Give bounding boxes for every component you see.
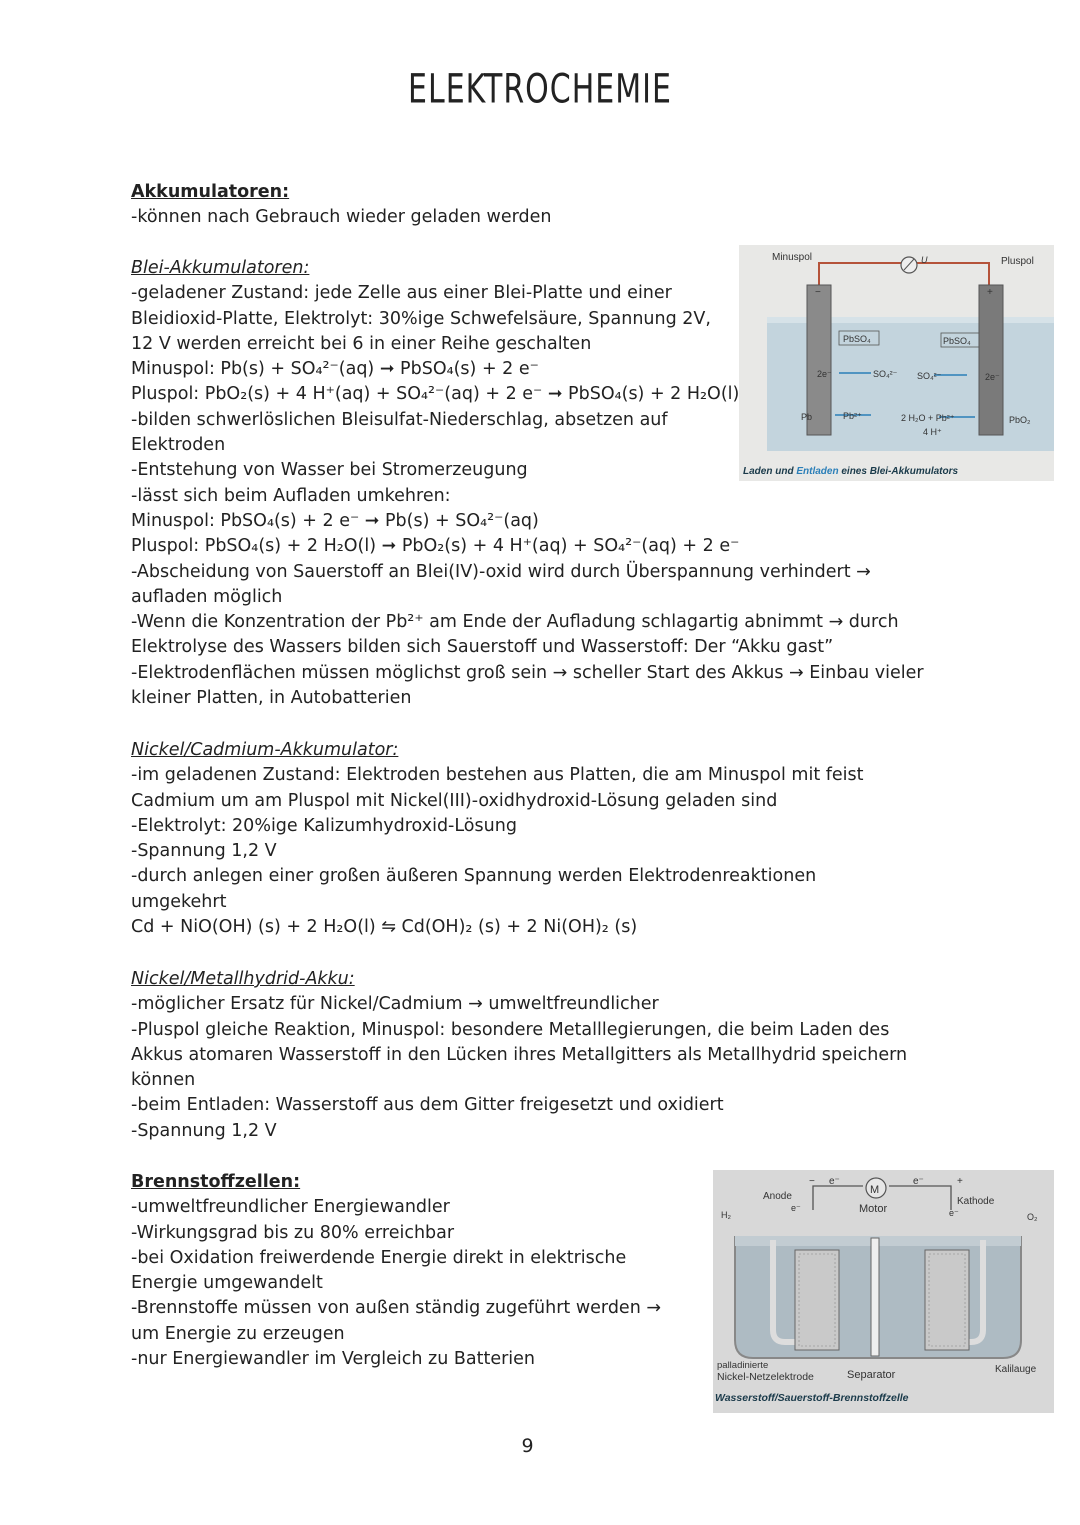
caption-part: eines Blei-Akkumulators	[838, 466, 959, 477]
text-line: -beim Entladen: Wasserstoff aus dem Gitter freigesetzt und oxidiert	[131, 1095, 724, 1116]
text-line: Elektrolyse des Wassers bilden sich Sauerstoff und Wasserstoff: Der “Akku gast”	[131, 637, 834, 658]
label-motor: Motor	[859, 1203, 888, 1215]
section-akkumulatoren	[131, 180, 551, 231]
equation-line: Minuspol: Pb(s) + SO₄²⁻(aq) ➞ PbSO₄(s) + 2 e⁻	[131, 359, 539, 380]
heading-akkumulatoren: Akkumulatoren:	[131, 182, 290, 202]
text-line: -bei Oxidation freiwerdende Energie direkt in elektrische	[131, 1247, 627, 1268]
text-line: -Entstehung von Wasser bei Stromerzeugung	[131, 460, 528, 481]
text-line: umgekehrt	[131, 891, 227, 912]
equation-line: Pluspol: PbSO₄(s) + 2 H₂O(l) ➞ PbO₂(s) + 4 H⁺(aq) + SO₄²⁻(aq) + 2 e⁻	[131, 536, 740, 557]
text-line: können	[131, 1070, 196, 1091]
label-so4-left: SO₄²⁻	[873, 369, 898, 379]
label-kalilauge: Kalilauge	[995, 1364, 1037, 1375]
text-line: Bleidioxid-Platte, Elektrolyt: 30%ige Schwefelsäure, Spannung 2V,	[131, 308, 711, 329]
page-number: 9	[521, 1435, 534, 1457]
label-pb: Pb	[801, 412, 813, 422]
figure-caption-fuel-cell: Wasserstoff/Sauerstoff-Brennstoffzelle	[715, 1392, 909, 1404]
label-voltage: U	[921, 255, 928, 265]
text-line: -im geladenen Zustand: Elektroden bestehen aus Platten, die am Minuspol mit feist	[131, 765, 864, 786]
label-kathode: Kathode	[957, 1196, 995, 1207]
label-plus: +	[987, 287, 993, 298]
label-so4-right: SO₄²⁻	[917, 371, 942, 381]
section-nickel-cadmium	[131, 738, 864, 940]
caption-part: Laden	[743, 466, 773, 477]
text-line: -Elektrodenflächen müssen möglichst groß sein → scheller Start des Akkus → Einbau vieler	[131, 662, 924, 683]
text-line: -Elektrolyt: 20%ige Kalizumhydroxid-Lösung	[131, 815, 517, 836]
label-minus: −	[815, 287, 821, 298]
label-e-top-right: e⁻	[913, 1176, 924, 1187]
text-line: -lässt sich beim Aufladen umkehren:	[131, 485, 451, 506]
label-separator: Separator	[847, 1369, 896, 1381]
label-pbso4-right: PbSO₄	[943, 336, 971, 346]
fuel-cell-diagram	[713, 1170, 1054, 1413]
text-line: -Spannung 1,2 V	[131, 1120, 277, 1141]
text-line: -Brennstoffe müssen von außen ständig zugeführt werden →	[131, 1298, 662, 1319]
heading-blei-akkumulatoren: Blei-Akkumulatoren:	[131, 258, 310, 278]
heading-brennstoffzellen: Brennstoffzellen:	[131, 1172, 301, 1192]
section-brennstoffzellen	[131, 1170, 661, 1372]
heading-nickel-cadmium: Nickel/Cadmium-Akkumulator:	[131, 740, 399, 760]
text-line: -Wenn die Konzentration der Pb²⁺ am Ende der Aufladung schlagartig abnimmt → durch	[131, 612, 899, 633]
text-line: Cadmium um am Pluspol mit Nickel(III)-oxidhydroxid-Lösung geladen sind	[131, 790, 778, 811]
label-h2: H₂	[721, 1210, 731, 1220]
text-line: Elektroden	[131, 435, 226, 456]
label-h-plus: 4 H⁺	[923, 427, 942, 437]
text-line: -möglicher Ersatz für Nickel/Cadmium → umweltfreundlicher	[131, 994, 659, 1015]
label-electrode-line2: Nickel-Netzelektrode	[717, 1371, 814, 1383]
label-anode: Anode	[763, 1191, 792, 1202]
figure-fuel-cell	[713, 1170, 1054, 1413]
label-2e-right: 2e⁻	[985, 372, 1000, 382]
text-line: -bilden schwerlöslichen Bleisulfat-Niederschlag, absetzen auf	[131, 409, 668, 430]
label-pb2: Pb²⁺	[843, 411, 862, 421]
text-line: aufladen möglich	[131, 586, 283, 607]
caption-part: und	[772, 466, 797, 477]
label-electrode-line1: palladinierte	[717, 1360, 769, 1371]
text-line: -geladener Zustand: jede Zelle aus einer Blei-Platte und einer	[131, 283, 672, 304]
text-line: -Pluspol gleiche Reaktion, Minuspol: besondere Metalllegierungen, die beim Laden des	[131, 1019, 890, 1040]
label-minus: −	[809, 1176, 815, 1187]
page-title: ELEKTROCHEMIE	[408, 65, 672, 114]
label-water: 2 H₂O + Pb²⁺	[901, 413, 955, 423]
text-line: 12 V werden erreicht bei 6 in einer Reihe geschalten	[131, 333, 592, 354]
label-pbo2: PbO₂	[1009, 415, 1031, 425]
text-line: -Wirkungsgrad bis zu 80% erreichbar	[131, 1222, 455, 1243]
text-line: -Spannung 1,2 V	[131, 841, 277, 862]
caption-part: Entladen	[796, 466, 839, 477]
label-o2: O₂	[1027, 1212, 1038, 1222]
label-plus: +	[957, 1176, 963, 1187]
text-line: -nur Energiewandler im Vergleich zu Batterien	[131, 1349, 536, 1370]
section-nickel-metallhydrid	[131, 967, 907, 1144]
text-line: -durch anlegen einer großen äußeren Spannung werden Elektrodenreaktionen	[131, 866, 817, 887]
equation-line: Cd + NiO(OH) (s) + 2 H₂O(l) ⇋ Cd(OH)₂ (s) + 2 Ni(OH)₂ (s)	[131, 917, 638, 938]
equation-line: Minuspol: PbSO₄(s) + 2 e⁻ ➞ Pb(s) + SO₄²⁻(aq)	[131, 510, 539, 531]
text-line: um Energie zu erzeugen	[131, 1323, 345, 1344]
label-2e-left: 2e⁻	[817, 369, 832, 379]
text-line: -können nach Gebrauch wieder geladen werden	[131, 207, 552, 228]
lead-acid-diagram	[739, 245, 1054, 481]
figure-caption-lead-acid	[743, 466, 958, 477]
text-line: kleiner Platten, in Autobatterien	[131, 688, 412, 709]
label-e-top-left: e⁻	[829, 1176, 840, 1187]
label-motor-symbol: M	[870, 1184, 880, 1196]
equation-line: Pluspol: PbO₂(s) + 4 H⁺(aq) + SO₄²⁻(aq) + 2 e⁻ ➞ PbSO₄(s) + 2 H₂O(l)	[131, 384, 740, 405]
label-pbso4-left: PbSO₄	[843, 334, 871, 344]
label-e-anode: e⁻	[791, 1203, 801, 1213]
label-pluspol: Pluspol	[1001, 256, 1034, 267]
text-line: -umweltfreundlicher Energiewandler	[131, 1197, 450, 1218]
label-e-kathode: e⁻	[949, 1208, 959, 1218]
text-line: Energie umgewandelt	[131, 1273, 323, 1294]
heading-nickel-metallhydrid: Nickel/Metallhydrid-Akku:	[131, 969, 355, 989]
figure-lead-acid-battery	[739, 245, 1054, 481]
text-line: Akkus atomaren Wasserstoff in den Lücken ihres Metallgitters als Metallhydrid speichern	[131, 1044, 908, 1065]
text-line: -Abscheidung von Sauerstoff an Blei(IV)-oxid wird durch Überspannung verhindert →	[131, 561, 871, 582]
label-minuspol: Minuspol	[772, 252, 813, 263]
